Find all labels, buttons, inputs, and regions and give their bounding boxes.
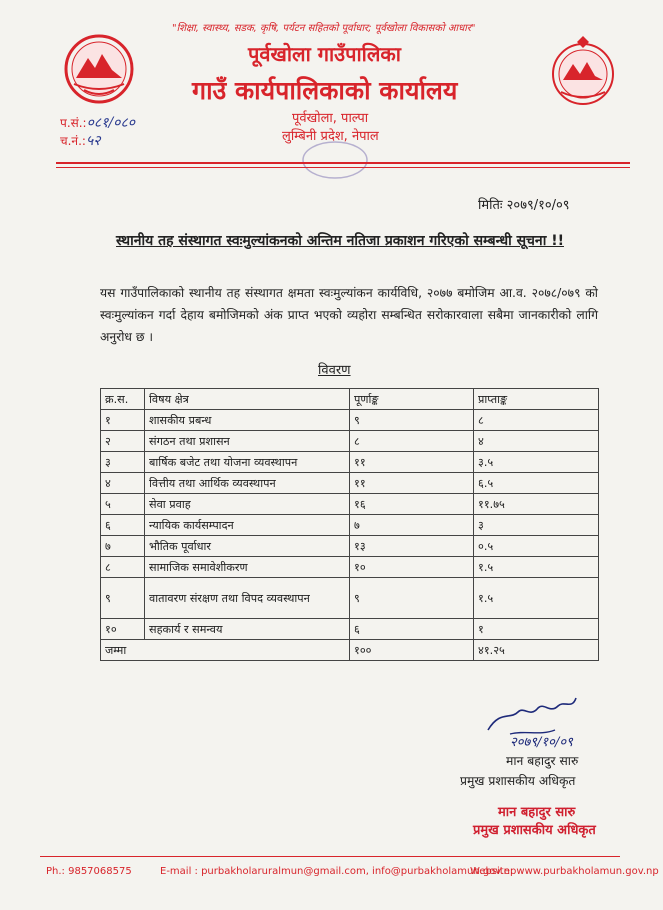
tagline: "शिक्षा, स्वास्थ्य, सडक, कृषि, पर्यटन सहितको पूर्वाधार; पूर्वखोला विकासको आधार" bbox=[172, 23, 476, 34]
footer-website: Website: www.purbakholamun.gov.np bbox=[470, 866, 659, 877]
cell-full: ११ bbox=[350, 473, 474, 494]
table-row bbox=[101, 515, 599, 536]
total-obtained: ४१.२५ bbox=[474, 640, 599, 661]
office-stamp bbox=[300, 140, 370, 180]
letter-body: यस गाउँपालिकाको स्थानीय तह संस्थागत क्षमता स्वःमुल्यांकन कार्यविधि, २०७७ बमोजिम आ.व. २०७८/०७९ को स्वःमुल्यांकन गर्दा देहाय बमोजिमको अंक प्राप्त भएको व्यहोरा सम्बन्धित सरोकारवाला सबैमा जानकारीको लागि अनुरोध छ । bbox=[100, 286, 598, 344]
cell-area: वातावरण संरक्षण तथा विपद व्यवस्थापन bbox=[145, 578, 350, 619]
cell-full: १० bbox=[350, 557, 474, 578]
header-full-marks: पूर्णाङ्क bbox=[350, 389, 474, 410]
cell-sn: १ bbox=[101, 410, 145, 431]
cell-sn: ५ bbox=[101, 494, 145, 515]
cell-sn: ९ bbox=[101, 578, 145, 619]
cell-area: भौतिक पूर्वाधार bbox=[145, 536, 350, 557]
address-line-2: लुम्बिनी प्रदेश, नेपाल bbox=[282, 129, 379, 144]
cell-obtained: ४ bbox=[474, 431, 599, 452]
cell-obtained: ३.५ bbox=[474, 452, 599, 473]
cell-area: शासकीय प्रबन्ध bbox=[145, 410, 350, 431]
cell-area: संगठन तथा प्रशासन bbox=[145, 431, 350, 452]
cell-sn: ८ bbox=[101, 557, 145, 578]
cell-sn: ४ bbox=[101, 473, 145, 494]
footer-phone: Ph.: 9857068575 bbox=[46, 866, 132, 877]
cell-area: सामाजिक समावेशीकरण bbox=[145, 557, 350, 578]
table-header-row bbox=[101, 389, 599, 410]
cell-obtained: १ bbox=[474, 619, 599, 640]
cell-obtained: १.५ bbox=[474, 557, 599, 578]
cell-area: बार्षिक बजेट तथा योजना व्यवस्थापन bbox=[145, 452, 350, 473]
table-row bbox=[101, 536, 599, 557]
cell-area: न्यायिक कार्यसम्पादन bbox=[145, 515, 350, 536]
cell-obtained: ३ bbox=[474, 515, 599, 536]
score-table bbox=[100, 388, 599, 661]
nepal-emblem-logo-left bbox=[62, 32, 136, 106]
footer-email: E-mail : purbakholaruralmun@gmail.com, info@purbakholamun.gov.np bbox=[160, 866, 517, 877]
cell-area: सेवा प्रवाह bbox=[145, 494, 350, 515]
cell-area: वित्तीय तथा आर्थिक व्यवस्थापन bbox=[145, 473, 350, 494]
address-line-1: पूर्वखोला, पाल्पा bbox=[292, 111, 369, 126]
nepal-emblem-logo-right bbox=[547, 36, 619, 108]
signatory-title: प्रमुख प्रशासकीय अधिकृत bbox=[460, 774, 576, 788]
cell-obtained: ११.७५ bbox=[474, 494, 599, 515]
handwritten-signature bbox=[480, 690, 600, 750]
cell-sn: ६ bbox=[101, 515, 145, 536]
footer-divider bbox=[40, 856, 620, 857]
cell-full: १३ bbox=[350, 536, 474, 557]
table-total-row bbox=[101, 640, 599, 661]
reference-numbers bbox=[60, 114, 135, 150]
header-area: विषय क्षेत्र bbox=[145, 389, 350, 410]
table-title: विवरण bbox=[318, 363, 351, 378]
cell-obtained: ६.५ bbox=[474, 473, 599, 494]
cn-label: च.नं.: bbox=[60, 134, 86, 148]
header-divider-thin bbox=[56, 167, 630, 168]
cell-full: ८ bbox=[350, 431, 474, 452]
cn-value: ५२ bbox=[85, 133, 101, 149]
cell-full: ११ bbox=[350, 452, 474, 473]
cell-sn: २ bbox=[101, 431, 145, 452]
cell-full: १६ bbox=[350, 494, 474, 515]
table-row bbox=[101, 494, 599, 515]
cell-area: सहकार्य र समन्वय bbox=[145, 619, 350, 640]
total-full: १०० bbox=[350, 640, 474, 661]
municipality-name: पूर्वखोला गाउँपालिका bbox=[248, 42, 401, 66]
cell-obtained: ८ bbox=[474, 410, 599, 431]
signatory-name: मान बहादुर सारु bbox=[506, 754, 579, 768]
cell-obtained: ०.५ bbox=[474, 536, 599, 557]
cell-full: ९ bbox=[350, 578, 474, 619]
letter-date: मितिः २०७९/१०/०९ bbox=[478, 198, 570, 213]
table-row bbox=[101, 557, 599, 578]
cell-sn: ३ bbox=[101, 452, 145, 473]
stamp-name: मान बहादुर सारु bbox=[498, 805, 576, 820]
ps-value: ०८१/०८० bbox=[86, 115, 136, 131]
table-row bbox=[101, 431, 599, 452]
cell-sn: ७ bbox=[101, 536, 145, 557]
table-row bbox=[101, 410, 599, 431]
header-divider bbox=[56, 162, 630, 164]
header-sn: क्र.स. bbox=[101, 389, 145, 410]
office-name: गाउँ कार्यपालिकाको कार्यालय bbox=[192, 76, 458, 105]
signature-date: २०७९/१०/०९ bbox=[510, 735, 573, 750]
ps-label: प.सं.: bbox=[60, 116, 87, 130]
table-row bbox=[101, 619, 599, 640]
table-row bbox=[101, 452, 599, 473]
table-row bbox=[101, 473, 599, 494]
table-row bbox=[101, 578, 599, 619]
cell-full: ९ bbox=[350, 410, 474, 431]
header-obtained-marks: प्राप्ताङ्क bbox=[474, 389, 599, 410]
letter-subject: स्थानीय तह संस्थागत स्वःमुल्यांकनको अन्तिम नतिजा प्रकाशन गरिएको सम्बन्धी सूचना !! bbox=[116, 233, 564, 249]
total-label: जम्मा bbox=[101, 640, 350, 661]
cell-obtained: १.५ bbox=[474, 578, 599, 619]
cell-full: ६ bbox=[350, 619, 474, 640]
cell-full: ७ bbox=[350, 515, 474, 536]
cell-sn: १० bbox=[101, 619, 145, 640]
stamp-title: प्रमुख प्रशासकीय अधिकृत bbox=[473, 823, 596, 838]
